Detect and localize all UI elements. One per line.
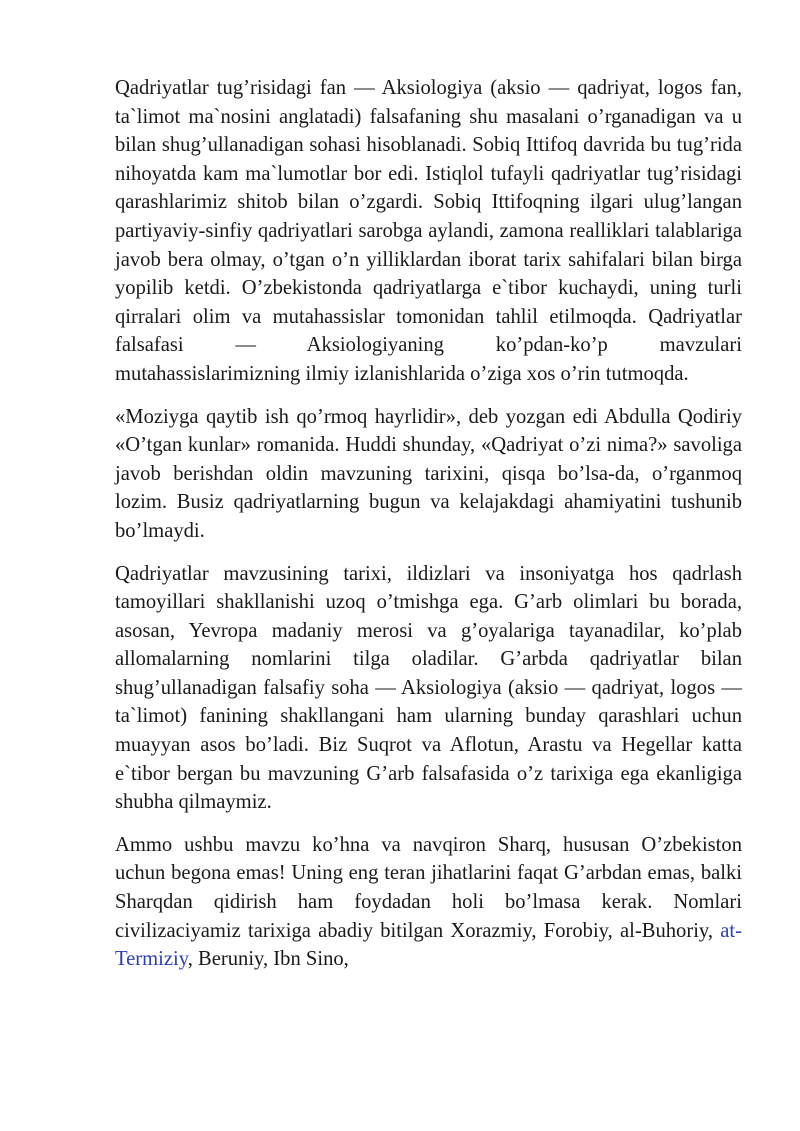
paragraph-1: Qadriyatlar tug’risidagi fan — Aksiologiya (aksio — qadriyat, logos fan, ta`limot ma`nosini anglatadi) falsafaning shu masalani o’rganadigan va u bilan shug’ullanadigan sohasi hisoblanadi. Sobiq Ittifoq davrida bu tug’rida nihoyatda kam ma`lumotlar bor edi. Istiqlol tufayli qadriyatlar tug’risidagi qarashlarimiz shitob bilan o’zgardi. Sobiq Ittifoqning ilgari ulug’langan partiyaviy-sinfiy qadriyatlari sarobga aylandi, zamona realliklari talablariga javob bera olmay, o’tgan o’n yilliklardan iborat tarix sahifalari bilan birga yopilib ketdi. O’zbekistonda qadriyatlarga e`tibor kuchaydi, uning turli qirralari olim va mutahassislar tomonidan tahlil etilmoqda. Qadriyatlar falsafasi — Aksiologiyaning ko’pdan-ko’p mavzulari mutahassislarimizning ilmiy izlanishlarida o’ziga xos o’rin tutmoqda. — [115, 77, 742, 385]
paragraph-4-text-end: , Beruniy, Ibn Sino, — [187, 948, 349, 971]
paragraph-4 — [115, 831, 742, 974]
paragraph-3: Qadriyatlar mavzusining tarixi, ildizlari va insoniyatga hos qadrlash tamoyillari shakllanishi uzoq o’tmishga ega. G’arb olimlari bu borada, asosan, Yevropa madaniy merosi va g’oyalariga tayanadilar, ko’plab allomalarning nomlarini tilga oladilar. G’arbda qadriyatlar bilan shug’ullanadigan falsafiy soha — Aksiologiya (aksio — qadriyat, logos — ta`limot) fanining shakllangani ham ularning bunday qarashlari uchun muayyan asos bo’ladi. Biz Suqrot va Aflotun, Arastu va Hegellar katta e`tibor bergan bu mavzuning G’arb falsafasida o’z tarixiga ega ekanligiga shubha qilmaymiz. — [115, 562, 742, 814]
paragraph-4-text-start: Ammo ushbu mavzu ko’hna va navqiron Sharq, hususan O’zbekiston uchun begona emas! Uning eng teran jihatlarini faqat G’arbdan emas, balki Sharqdan qidirish ham foydadan holi bo’lmasa kerak. Nomlari civilizaciyamiz tarixiga abadiy bitilgan Xorazmiy, Forobiy, al-Buhoriy, — [115, 833, 742, 942]
at-termiziy-link[interactable]: at-Termiziy — [115, 919, 742, 971]
document-page — [115, 74, 742, 988]
paragraph-2: «Moziyga qaytib ish qo’rmoq hayrlidir», deb yozgan edi Abdulla Qodiriy «O’tgan kunlar» romanida. Huddi shunday, «Qadriyat o’zi nima?» savoliga javob berishdan oldin mavzuning tarixini, qisqa bo’lsa-da, o’rganmoq lozim. Busiz qadriyatlarning bugun va kelajakdagi ahamiyatini tushunib bo’lmaydi. — [115, 405, 742, 542]
